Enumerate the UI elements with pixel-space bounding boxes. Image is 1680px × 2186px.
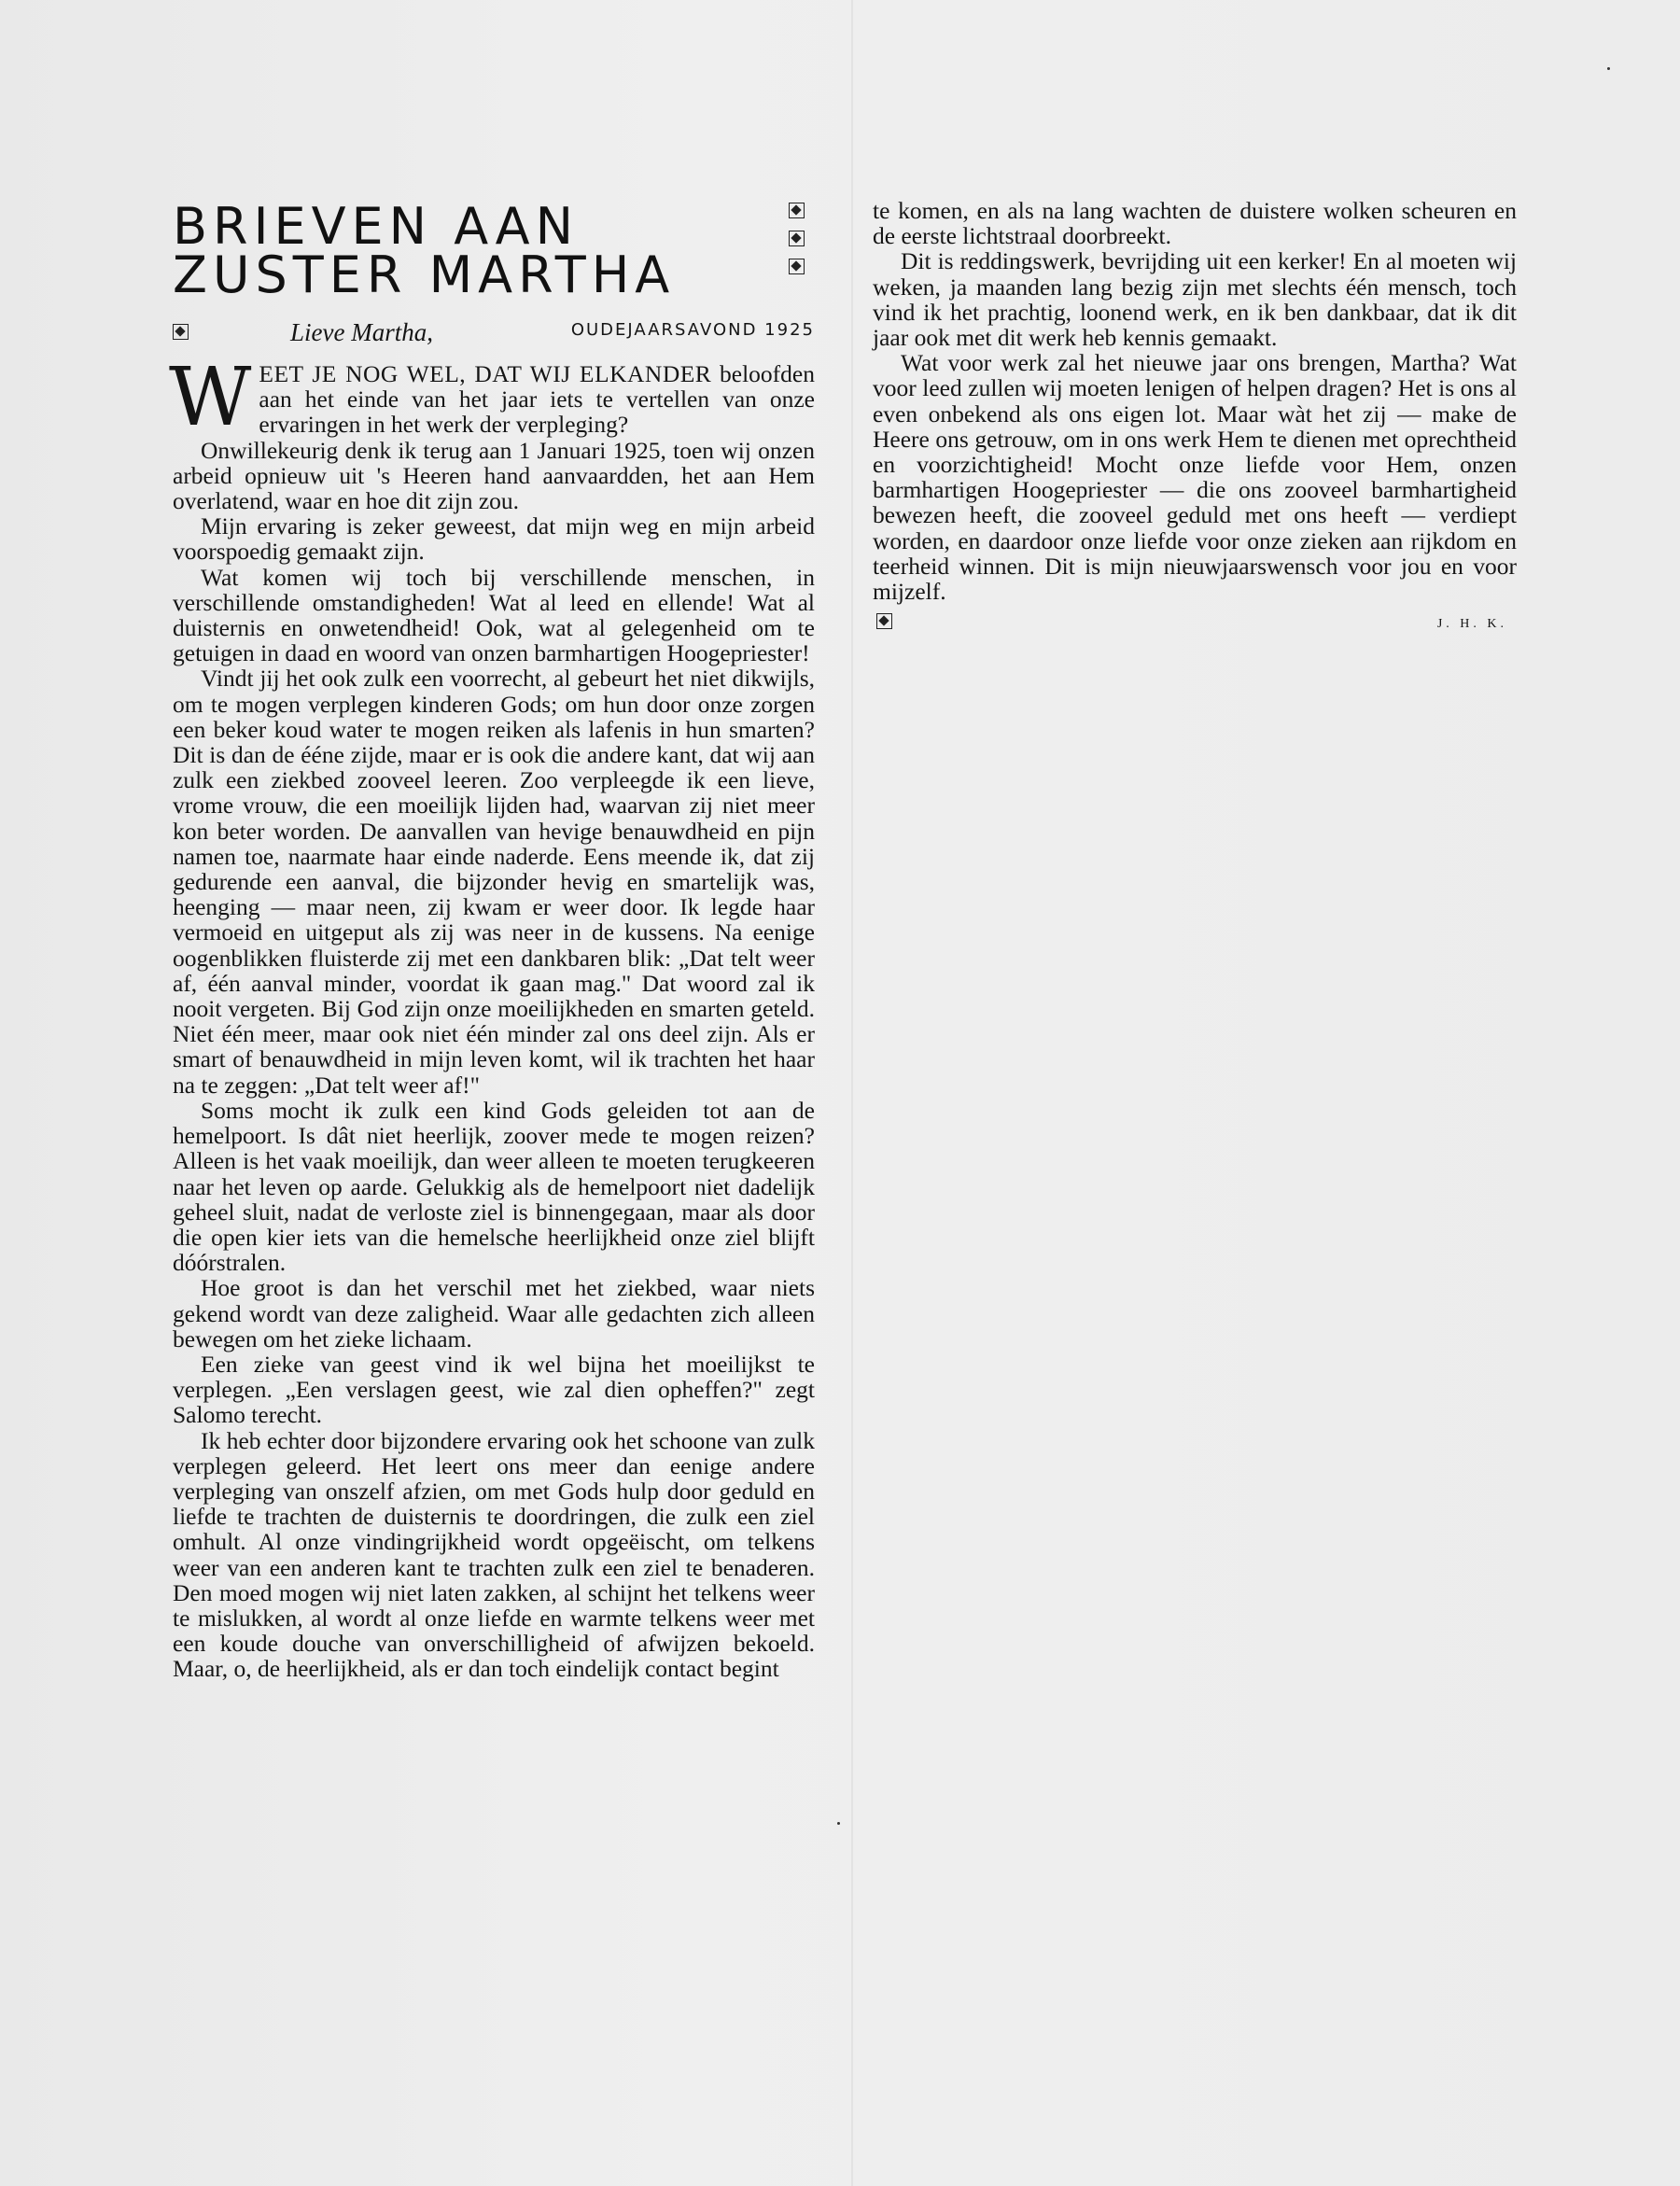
page-fold-shading [851,0,853,2186]
paragraph-opening [169,351,815,444]
paragraph-continued: te komen, en als na lang wachten de duistere wolken scheuren en de eerste lichtstraal doorbreekt. [873,197,1517,250]
paragraph: Ik heb echter door bijzondere ervaring ook het schoone van zulk verplegen geleerd. Het leert ons meer dan eenige andere verpleging van onszelf afzien, om met Gods hulp door geduld en liefde te trachten de duisternis te doordringen, die zulk een ziel omhult. Al onze vindingrijkheid wordt opgeëischt, om telkens weer van een anderen kant te trachten zulk een ziel te benaderen. Den moed mogen wij niet laten zakken, al schijnt het telkens weer te mislukken, al wordt al onze liefde en warmte telkens weer met een koude douche van onverschilligheid of afwijzen bekoeld. Maar, o, de heerlijkheid, als er dan toch eindelijk contact begint [173,1426,815,1683]
paragraph: Vindt jij het ook zulk een voorrecht, al gebeurt het niet dikwijls, om te mogen verplegen kinderen Gods; om hun door onze zorgen een beker koud water te mogen reiken als lafenis in hun smarten? Dit is dan de ééne zijde, maar er is ook die andere kant, dat wij aan zulk een ziekbed zooveel leeren. Zoo verpleegde ik een lieve, vrome vrouw, die een moeilijk lijden had, waarvan zij niet meer kon beter worden. De aanvallen van hevige benauwdheid en pijn namen toe, naarmate haar einde naderde. Eens meende ik, dat zij gedurende een aanval, die bijzonder hevig en smartelijk was, heenging — maar neen, zij kwam er weer door. Ik legde haar vermoeid en uitgeput als zij was neer in de kussens. Na eenige oogenblikken fluisterde zij met een dankbaren blik: „Dat telt weer af, één aanval minder, voordat ik gaan mag." Dat woord zal ik nooit vergeten. Bij God zijn onze moeilijkheden en smarten geteld. Niet één meer, maar ook niet één minder zal ons deel zijn. Als er smart of benauwdheid in mijn leven komt, wil ik trachten het haar na te zeggen: „Dat telt weer af!" [173,665,815,1099]
paragraph: Een zieke van geest vind ik wel bijna het moeilijkst te verplegen. „Een verslagen geest, wie zal dien opheffen?" zegt Salomo terecht. [173,1350,815,1429]
dateline-row [173,318,815,361]
signature-initials: J. H. K. [1436,617,1507,632]
salutation: Lieve Martha, [290,318,433,346]
square-flower-ornament-icon [789,259,805,274]
square-flower-ornament-icon [173,324,189,340]
paragraph: Mijn ervaring is zeker geweest, dat mijn weg en mijn arbeid voorspoedig gemaakt zijn. [173,512,815,566]
title-line-2: ZUSTER MARTHA [173,245,676,304]
square-flower-ornament-icon [789,231,805,246]
paragraph-text: beloofden aan het einde van het jaar iets te vertellen van onze ervaringen in het werk der verpleging? [259,360,815,439]
title-block [173,191,815,303]
square-flower-ornament-icon [789,203,805,218]
title-line-1: BRIEVEN AAN [173,197,580,256]
right-column [873,198,1517,639]
lead-in-caps: EET JE NOG WEL, DAT WIJ ELKANDER [259,360,712,387]
paragraph: Hoe groot is dan het verschil met het ziekbed, waar niets gekend wordt van deze zaligheid. Waar alle gedachten zich alleen bewegen om het zieke lichaam. [173,1274,815,1352]
paragraph: Onwillekeurig denk ik terug aan 1 Januari 1925, toen wij onzen arbeid opnieuw uit 's Heeren hand aanvaardden, het aan Hem overlatend, waar en hoe dit zijn zou. [173,436,815,515]
letter-body-right [873,198,1517,604]
date-heading: OUDEJAARSAVOND 1925 [570,320,815,340]
drop-cap: W [169,351,252,444]
letter-body-left [169,351,815,1683]
square-flower-ornament-icon [876,613,892,629]
paragraph: Wat komen wij toch bij verschillende menschen, in verschillende omstandigheden! Wat al leed en ellende! Wat al duisternis en onwetendheid! Ook, wat al gelegenheid om te getuigen in daad en woord van onzen barmhartigen Hoogepriester! [173,563,815,667]
dust-speck [837,1822,840,1825]
signoff-row [873,611,1517,639]
paragraph: Dit is reddingswerk, bevrijding uit een kerker! En al moeten wij weken, ja maanden lang bezig zijn met slechts één mensch, toch vind ik het prachtig, loonend werk, en ik ben dankbaar, dat ik dit jaar ook met dit werk heb kennis gemaakt. [873,247,1517,352]
paragraph: Soms mocht ik zulk een kind Gods geleiden tot aan de hemelpoort. Is dât niet heerlijk, zoover mede te mogen reizen? Alleen is het vaak moeilijk, dan weer alleen te moeten terugkeeren naar het leven op aarde. Gelukkig als de hemelpoort niet dadelijk geheel sluit, nadat de verloste ziel is binnengegaan, maar als door die open kier iets van die hemelsche heerlijkheid onze ziel blijft dóórstralen. [173,1096,815,1277]
ornament-stack [789,203,805,287]
dust-speck [1607,67,1610,70]
paragraph: Wat voor werk zal het nieuwe jaar ons brengen, Martha? Wat voor leed zullen wij moeten lenigen of helpen dragen? Het is ons al even onbekend als ons eigen lot. Maar wàt het zij — make de Heere ons getrouw, om in ons werk Hem te dienen met oprechtheid en voorzichtigheid! Mocht onze liefde voor Hem, onzen barmhartigen Hoogepriester — die ons zooveel barmhartigheid bewezen heeft, die zooveel geduld met ons heeft — verdiept worden, en daardoor onze liefde voor onze zieken aan rijkdom en teerheid winnen. Dit is mijn nieuwjaarswensch voor jou en voor mijzelf. [873,349,1517,606]
left-column [169,191,815,1683]
